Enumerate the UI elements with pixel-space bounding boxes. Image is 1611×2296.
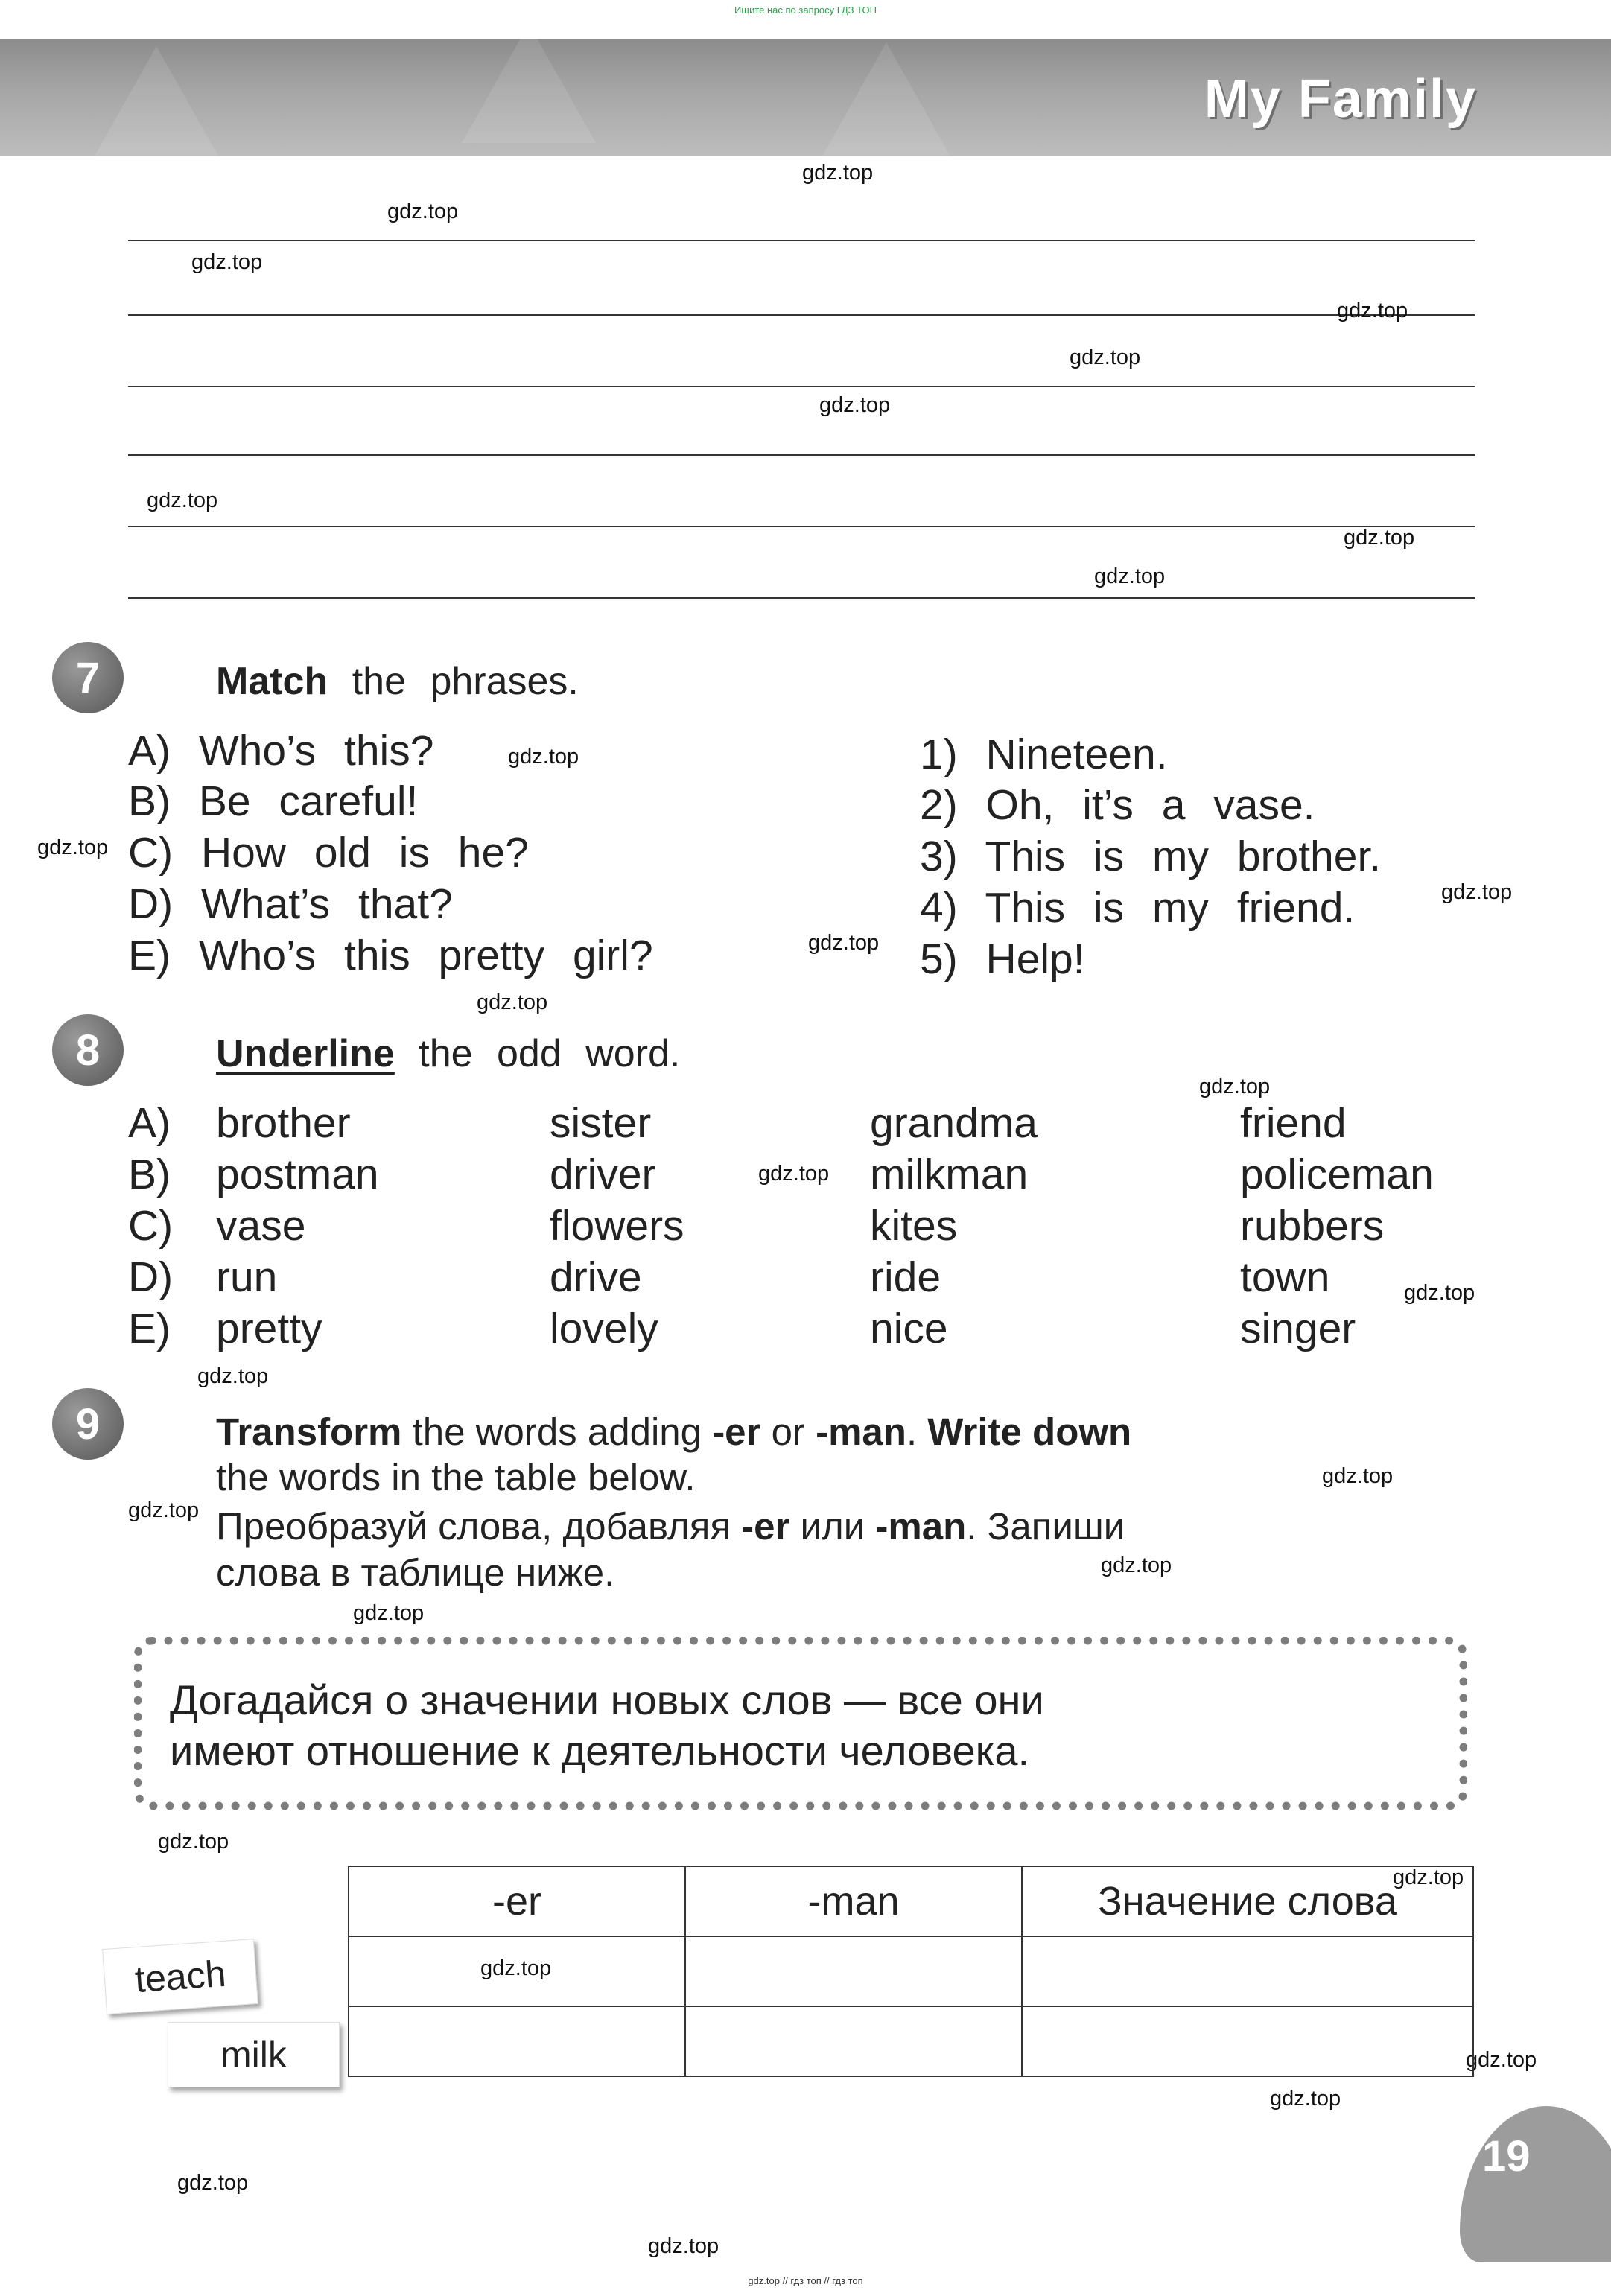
word-option[interactable]: postman [216,1151,379,1198]
instr-bold: Write down [927,1411,1132,1453]
table-header: -man [685,1866,1022,1936]
watermark: gdz.top [1466,2048,1537,2072]
task-9-badge: 9 [52,1388,124,1460]
word-option[interactable]: ride [870,1253,941,1301]
item-letter: B) [128,777,171,825]
word-option[interactable]: policeman [1240,1151,1434,1198]
match-right-item [920,730,1168,779]
item-letter: E) [128,932,171,979]
task-9-instruction-line-3 [216,1504,1125,1548]
instr-bold: -er [712,1411,761,1453]
table-cell[interactable] [1022,2006,1473,2076]
item-number: 4) [920,884,958,932]
item-text: What’s that? [201,880,453,928]
hint-line-1: Догадайся о значении новых слов — все они [170,1676,1044,1723]
answer-line [128,386,1475,387]
instr-bold: -er [741,1505,790,1548]
word-option[interactable]: vase [216,1202,306,1250]
table-header: -er [349,1866,685,1936]
decor-star [89,46,223,156]
match-left-item [128,828,529,877]
watermark: gdz.top [1070,346,1141,369]
match-left-item [128,931,653,980]
task-9-instruction-line-2: the words in the table below. [216,1456,696,1498]
item-letter: D) [128,880,174,928]
task-8-badge: 8 [52,1014,124,1086]
item-text: Oh, it’s a vase. [985,781,1315,829]
watermark: gdz.top [177,2171,249,2195]
page-number-mushroom [1460,2106,1611,2262]
word-option[interactable]: drive [550,1253,642,1301]
row-letter: B) [128,1151,171,1198]
instr-text: or [771,1411,805,1453]
answer-line [128,454,1475,456]
watermark: gdz.top [37,836,109,859]
task-7-title-bold: Match [216,660,328,703]
item-text: Who’s this pretty girl? [198,932,653,979]
word-option[interactable]: pretty [216,1305,322,1352]
row-letter: E) [128,1305,171,1352]
word-option[interactable]: singer [1240,1305,1356,1352]
footer-note: gdz.top // гдз топ // гдз топ [748,2275,863,2286]
watermark: gdz.top [808,931,880,955]
watermark: gdz.top [1441,880,1513,904]
word-option[interactable]: run [216,1253,278,1301]
watermark: gdz.top [353,1601,425,1625]
item-letter: C) [128,829,174,877]
instr-bold: -man [875,1505,967,1548]
table-cell[interactable] [685,2006,1022,2076]
item-letter: A) [128,727,171,775]
word-option[interactable]: town [1240,1253,1330,1301]
header-banner [0,39,1611,156]
watermark: gdz.top [1322,1464,1394,1488]
watermark: gdz.top [147,489,218,512]
decor-star [819,42,953,156]
word-card-teach: teach [102,1939,258,2014]
match-left-item [128,726,433,775]
table-cell[interactable] [685,1936,1022,2006]
watermark: gdz.top [802,161,874,185]
word-option[interactable]: nice [870,1305,948,1352]
watermark: gdz.top [387,200,459,223]
task-9-instruction-line-1 [216,1410,1131,1454]
row-letter: A) [128,1099,171,1147]
answer-table [348,1866,1474,2077]
watermark: gdz.top [128,1498,200,1522]
page-number: 19 [1482,2132,1531,2181]
item-text: This is my friend. [985,884,1356,932]
instr-text: Преобразуй слова, добавляя [216,1505,731,1548]
item-number: 5) [920,935,958,983]
watermark: gdz.top [508,745,579,769]
watermark: gdz.top [1094,565,1166,588]
word-option[interactable]: milkman [870,1151,1029,1198]
table-cell[interactable] [349,2006,685,2076]
watermark: gdz.top [1101,1554,1172,1577]
match-right-item [920,883,1355,932]
word-option[interactable]: grandma [870,1099,1038,1147]
match-right-item [920,780,1315,830]
task-8-title [216,1031,680,1076]
word-option[interactable]: brother [216,1099,351,1147]
instr-text: the words adding [412,1411,702,1453]
item-text: Who’s this? [198,727,434,775]
row-letter: C) [128,1202,174,1250]
item-text: Nineteen. [985,731,1168,778]
watermark: gdz.top [480,1956,552,1980]
instr-text: . [906,1411,918,1453]
watermark: gdz.top [758,1162,830,1186]
item-number: 2) [920,781,958,829]
task-8-title-bold: Underline [216,1032,395,1075]
table-cell[interactable] [1022,1936,1473,2006]
task-8-title-rest: the odd word. [419,1032,681,1075]
instr-text: . Запиши [966,1505,1125,1548]
decor-star [462,39,596,143]
answer-line [128,314,1475,316]
task-9-instruction-line-4: слова в таблице ниже. [216,1551,615,1594]
task-7-title [216,659,579,704]
item-text: This is my brother. [985,833,1382,880]
watermark: gdz.top [1199,1075,1271,1098]
item-number: 3) [920,833,958,880]
instr-text: или [800,1505,865,1548]
match-left-item [128,777,418,826]
item-text: Be careful! [198,777,419,825]
watermark: gdz.top [191,250,263,274]
watermark: gdz.top [1393,1866,1464,1889]
word-option[interactable]: driver [550,1151,656,1198]
table-header: Значение слова [1022,1866,1473,1936]
top-note: Ищите нас по запросу ГДЗ ТОП [734,4,877,16]
watermark: gdz.top [197,1364,269,1388]
item-text: How old is he? [201,829,529,877]
table-cell[interactable] [349,1936,685,2006]
instr-bold: Transform [216,1411,402,1453]
watermark: gdz.top [1337,299,1408,322]
answer-line [128,526,1475,527]
watermark: gdz.top [1270,2087,1341,2111]
page-title: My Family [1204,69,1477,129]
hint-line-2: имеют отношение к деятельности человека. [170,1727,1030,1774]
table-row [349,1936,1473,2006]
watermark: gdz.top [648,2234,719,2258]
match-right-item [920,832,1381,881]
word-option[interactable]: friend [1240,1099,1347,1147]
watermark: gdz.top [1404,1281,1475,1305]
word-option[interactable]: rubbers [1240,1202,1385,1250]
watermark: gdz.top [819,393,891,417]
word-card-milk: milk [168,2022,340,2087]
word-option[interactable]: sister [550,1099,652,1147]
item-text: Help! [985,935,1085,983]
watermark: gdz.top [1344,526,1415,550]
watermark: gdz.top [158,1830,229,1854]
item-number: 1) [920,731,958,778]
table-row [349,2006,1473,2076]
instr-bold: -man [816,1411,906,1453]
answer-line [128,240,1475,241]
word-option[interactable]: flowers [550,1202,684,1250]
task-7-title-rest: the phrases. [352,660,579,703]
word-option[interactable]: lovely [550,1305,658,1352]
match-right-item [920,935,1085,984]
task-7-badge: 7 [52,642,124,713]
table-header-row [349,1866,1473,1936]
row-letter: D) [128,1253,174,1301]
word-option[interactable]: kites [870,1202,958,1250]
answer-line [128,597,1475,599]
match-left-item [128,880,453,929]
watermark: gdz.top [477,990,548,1014]
